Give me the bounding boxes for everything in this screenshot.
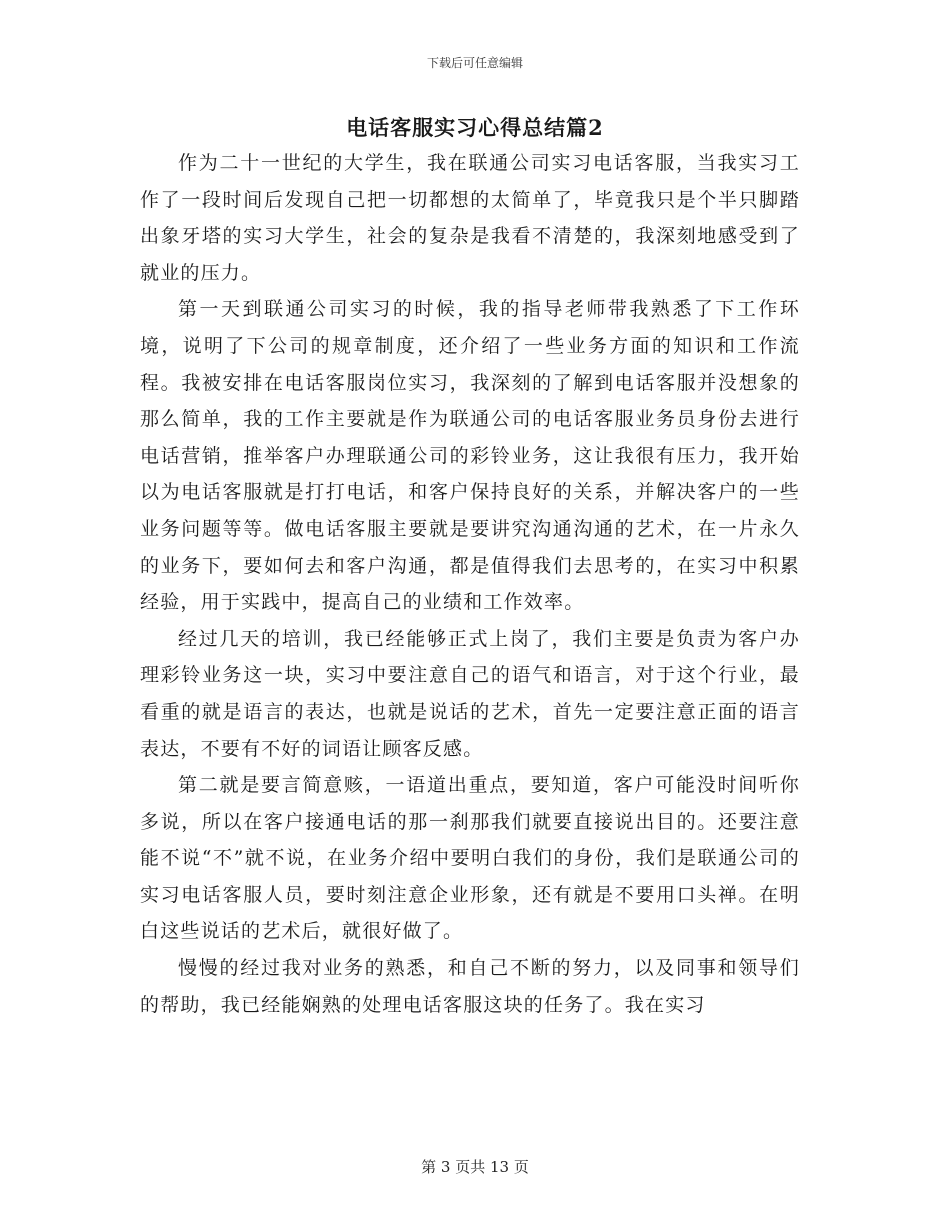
paragraph-5: 慢慢的经过我对业务的熟悉，和自己不断的努力，以及同事和领导们的帮助，我已经能娴熟的处理电话客服这块的任务了。我在实习 [140,957,800,1016]
paragraph-3: 经过几天的培训，我已经能够正式上岗了，我们主要是负责为客户办理彩铃业务这一块，实习中要注意自己的语气和语言，对于这个行业，最看重的就是语言的表达，也就是说话的艺术，首先一定要注意正面的语言表达，不要有不好的词语让顾客反感。 [140,627,800,760]
document-title: 电话客服实习心得总结篇2 [346,115,604,140]
document-body [140,145,800,1023]
header-note: 下载后可任意编辑 [426,56,523,70]
paragraph-1: 作为二十一世纪的大学生，我在联通公司实习电话客服，当我实习工作了一段时间后发现自己把一切都想的太简单了，毕竟我只是个半只脚踏出象牙塔的实习大学生，社会的复杂是我看不清楚的，我深刻地感受到了就业的压力。 [140,152,800,284]
paragraph-4: 第二就是要言简意赅，一语道出重点，要知道，客户可能没时间听你多说，所以在客户接通电话的那一刹那我们就要直接说出目的。还要注意能不说“不”就不说，在业务介绍中要明白我们的身份，我们是联通公司的实习电话客服人员，要时刻注意企业形象，还有就是不要用口头禅。在明白这些说话的艺术后，就很好做了。 [140,774,800,943]
page-number: 第 3 页共 13 页 [421,1158,529,1176]
paragraph-2: 第一天到联通公司实习的时候，我的指导老师带我熟悉了下工作环境，说明了下公司的规章制度，还介绍了一些业务方面的知识和工作流程。我被安排在电话客服岗位实习，我深刻的了解到电话客服并没想象的那么简单，我的工作主要就是作为联通公司的电话客服业务员身份去进行电话营销，推举客户办理联通公司的彩铃业务，这让我很有压力，我开始以为电话客服就是打打电话，和客户保持良好的关系，并解决客户的一些业务问题等等。做电话客服主要就是要讲究沟通沟通的艺术，在一片永久的业务下，要如何去和客户沟通，都是值得我们去思考的，在实习中积累经验，用于实践中，提高自己的业绩和工作效率。 [140,298,800,614]
